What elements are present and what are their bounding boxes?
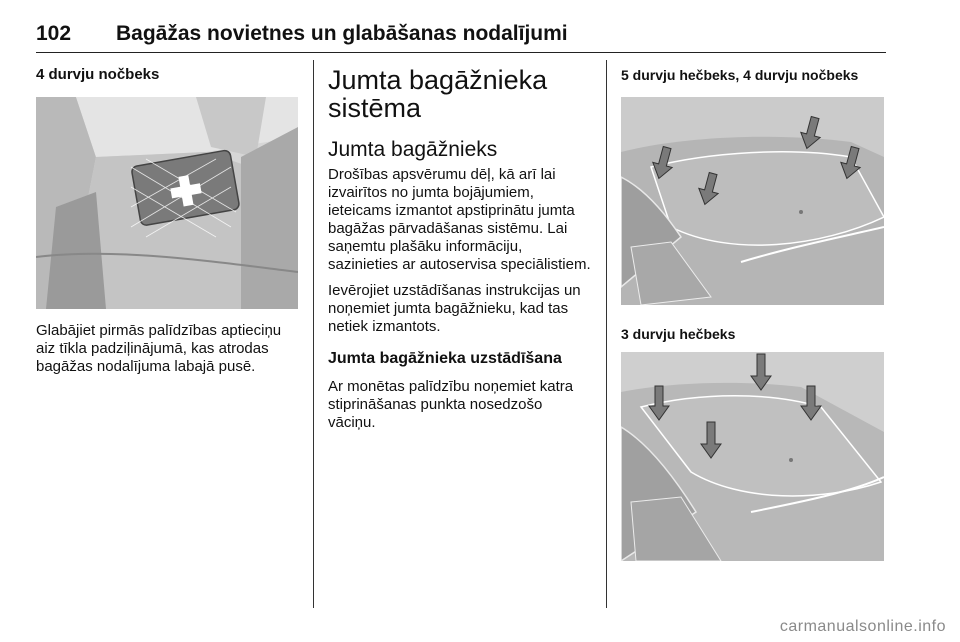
page-number: 102 <box>36 22 72 45</box>
column-middle <box>328 60 593 432</box>
column-divider <box>313 60 314 608</box>
trunk-first-aid-kit-illustration <box>36 97 298 309</box>
column-right <box>621 60 886 84</box>
installation-paragraph: Ar monētas palīdzību noņemiet katra stiprināšanas punkta nosedzošo vāciņu. <box>328 378 574 431</box>
column-left-text <box>36 322 298 376</box>
column-left <box>36 60 298 84</box>
first-aid-instruction: Glabājiet pirmās palīdzības aptieciņu aiz tīkla padziļinājumā, kas atrodas bagāžas nodalījuma labajā pusē. <box>36 322 282 375</box>
watermark-url[interactable]: carmanualsonline.info <box>779 618 946 635</box>
roof-mounting-points-5door-illustration <box>621 97 884 305</box>
column-divider <box>606 60 607 608</box>
section-heading-4door-notchback: 4 durvju nočbeks <box>36 66 160 83</box>
page-title: Bagāžas novietnes un glabāšanas nodalījumi <box>116 22 568 45</box>
roof-mounting-points-3door-illustration <box>621 352 884 561</box>
roof-rack-paragraph-1: Drošības apsvērumu dēļ, kā arī lai izvairītos no jumta bojājumiem, ieteicams izmantot apstiprinātu jumta bagāžas pārvadāšanas sistēmu. Lai saņemtu plašāku informāciju, sazinieties ar autoservisa speciālistiem. <box>328 166 591 273</box>
subsection-title-roof-rack: Jumta bagāžnieks <box>328 138 498 161</box>
subsection-heading-installation: Jumta bagāžnieka uzstādīšana <box>328 350 562 367</box>
figure-caption-3door: 3 durvju hečbeks <box>621 326 736 342</box>
roof-rack-paragraph-2: Ievērojiet uzstādīšanas instrukcijas un noņemiet jumta bagāžnieku, kad tas netiek izmantots. <box>328 282 581 335</box>
figure-caption-5door-4door: 5 durvju hečbeks, 4 durvju nočbeks <box>621 67 859 83</box>
section-title-roof-rack-system: Jumta bagāžnieka sistēma <box>328 65 548 123</box>
column-right-caption-2 <box>621 325 886 343</box>
page-header <box>36 20 886 53</box>
